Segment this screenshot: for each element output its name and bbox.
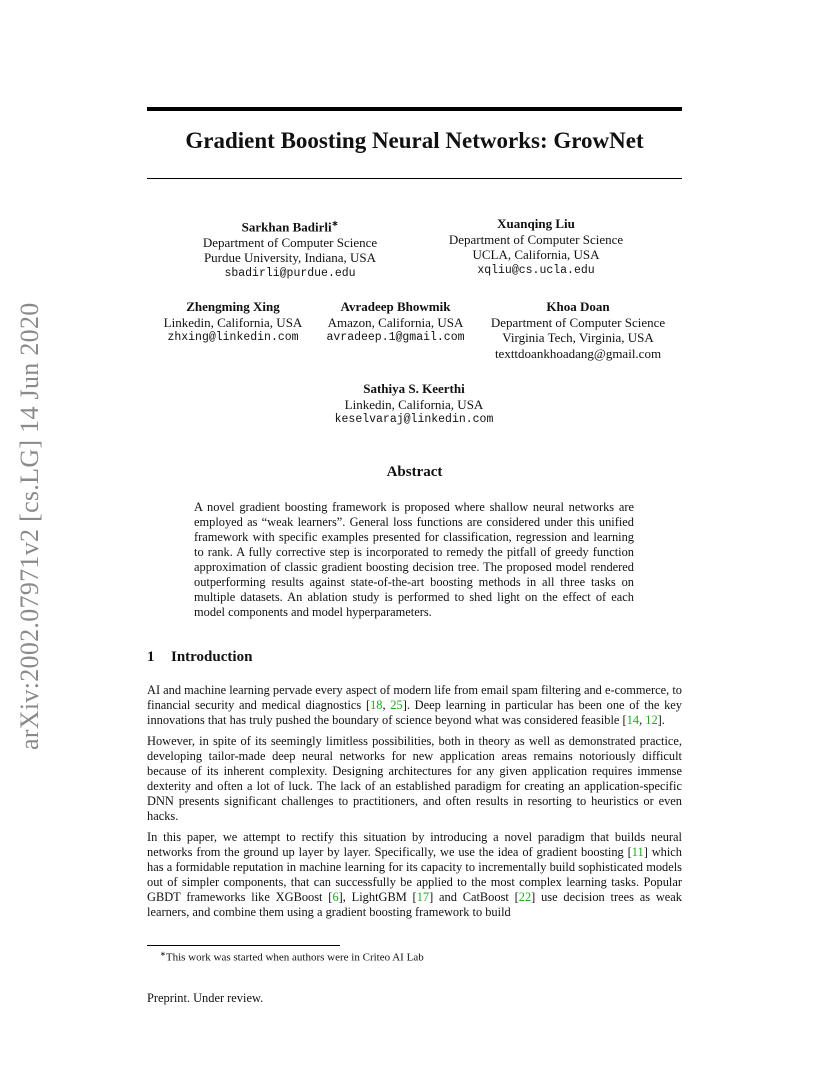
author-block: [153, 299, 313, 346]
paragraph: AI and machine learning pervade every aspect of modern life from email spam filtering and e-commerce, to financial security and medical diagnostics [18, 25]. Deep learning in particular has been one of the key innovations that has truly pushed the boundary of science beyond what was considered feasible [14, 12].: [147, 683, 682, 727]
citation-link[interactable]: 17: [416, 890, 430, 904]
title-bottom-rule: [147, 178, 682, 179]
author-affiliation: Department of Computer Science: [490, 314, 666, 330]
footnote-text: This work was started when authors were in Criteo AI Lab: [165, 951, 424, 964]
author-name: Sathiya S. Keerthi: [363, 381, 465, 396]
footnote-mark: ∗: [160, 950, 166, 958]
footnote: [160, 950, 424, 964]
author-email[interactable]: texttdoankhoadang@gmail.com: [494, 345, 662, 361]
arxiv-identifier: arXiv:2002.07971v2 [cs.LG] 14 Jun 2020: [15, 302, 44, 750]
section-body: [147, 683, 682, 926]
paragraph: However, in spite of its seemingly limitless possibilities, both in theory as well as demonstrated practice, developing tailor-made deep neural networks for new application areas remains notoriously difficult because of its inherent complexity. Designing architectures for any given application requires immense dexterity and often a lot of luck. The lack of an established paradigm for creating an application-specific DNN presents significant challenges to practitioners, and often results in resorting to heuristics or even hacks.: [147, 734, 682, 823]
author-block: [436, 216, 636, 278]
author-email[interactable]: zhxing@linkedin.com: [167, 331, 299, 344]
citation-link[interactable]: 11: [631, 845, 644, 859]
author-email[interactable]: keselvaraj@linkedin.com: [334, 413, 494, 426]
author-name: Sarkhan Badirli∗: [241, 219, 339, 235]
author-affiliation: Linkedin, California, USA: [163, 314, 303, 330]
author-affiliation: Purdue University, Indiana, USA: [203, 250, 377, 266]
author-email[interactable]: sbadirli@purdue.edu: [224, 266, 356, 280]
preprint-notice: Preprint. Under review.: [147, 991, 264, 1005]
author-name: Avradeep Bhowmik: [340, 299, 451, 314]
section-number: 1: [147, 649, 155, 665]
citation-link[interactable]: 12: [645, 713, 658, 727]
section-heading: [147, 649, 252, 666]
abstract-heading: Abstract: [386, 464, 443, 480]
author-affiliation: Department of Computer Science: [202, 234, 378, 250]
author-block: [318, 299, 473, 346]
author-block: [480, 299, 676, 361]
citation-link[interactable]: 18: [370, 698, 383, 712]
author-block: [314, 381, 514, 428]
author-affiliation: UCLA, California, USA: [472, 247, 600, 262]
citation-link[interactable]: 25: [390, 698, 403, 712]
abstract-text: A novel gradient boosting framework is proposed where shallow neural networks are employed as “weak learners”. General loss functions are considered under this unified framework with specific examples presented for classification, regression and learning to rank. A fully corrective step is incorporated to remedy the pitfall of greedy function approximation of classic gradient boosting decision tree. The proposed model rendered outperforming results against state-of-the-art boosting methods in all three tasks on multiple datasets. An ablation study is performed to shed light on the effect of each model components and model hyperparameters.: [194, 500, 634, 619]
citation-link[interactable]: 14: [626, 713, 640, 727]
author-affiliation: Department of Computer Science: [448, 231, 624, 247]
author-email[interactable]: xqliu@cs.ucla.edu: [477, 263, 595, 277]
citation-link[interactable]: 22: [518, 890, 532, 904]
author-email[interactable]: avradeep.1@gmail.com: [326, 331, 465, 344]
author-affiliation: Virginia Tech, Virginia, USA: [502, 330, 654, 345]
author-block: [190, 216, 390, 281]
author-affiliation: Amazon, California, USA: [327, 314, 464, 330]
author-affiliation: Linkedin, California, USA: [344, 396, 484, 412]
footnote-rule: [147, 945, 340, 946]
paper-title: Gradient Boosting Neural Networks: GrowNet: [185, 128, 644, 153]
paragraph: In this paper, we attempt to rectify this situation by introducing a novel paradigm that builds neural networks from the ground up layer by layer. Specifically, we use the idea of gradient boosting [11] which has a formidable reputation in machine learning for its capacity to incrementally build sophisticated models out of simpler components, that can successfully be applied to the most complex learning tasks. Popular GBDT frameworks like XGBoost [6], LightGBM [17] and CatBoost [22] use decision trees as weak learners, and combine them using a gradient boosting framework to build: [147, 830, 682, 919]
citation-link[interactable]: 6: [332, 890, 339, 904]
author-name: Zhengming Xing: [186, 299, 280, 314]
author-name: Xuanqing Liu: [497, 216, 575, 231]
section-title: Introduction: [171, 649, 253, 665]
title-top-rule: [147, 107, 682, 111]
author-name: Khoa Doan: [546, 299, 610, 314]
